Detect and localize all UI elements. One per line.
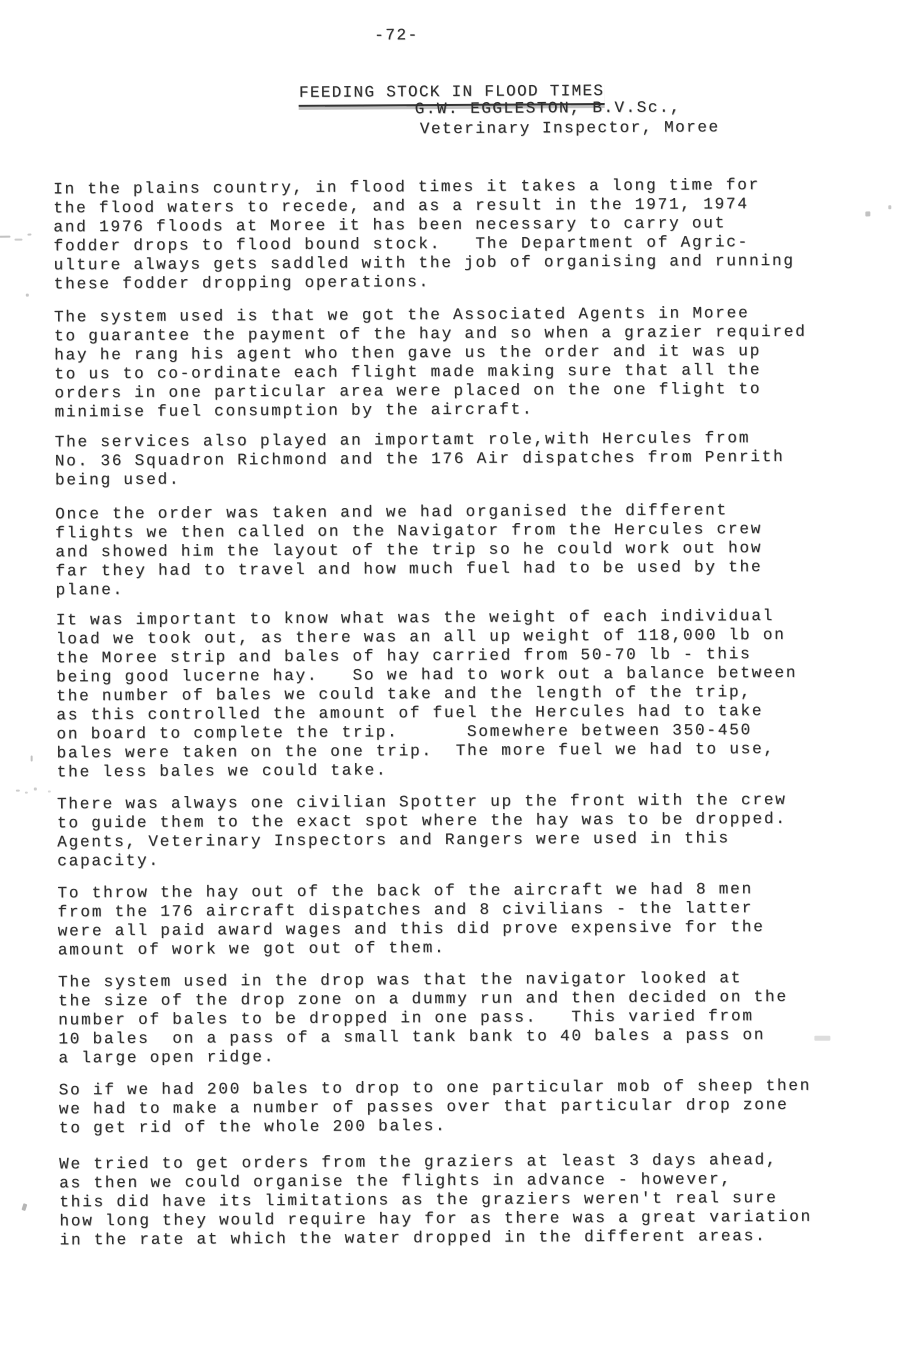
scan-artifact [34,788,37,791]
paragraph: There was always one civilian Spotter up the front with the crew to guide them to the exact spot where the hay was to be dropped. Agents, Veterinary Inspectors and Rangers were used in this capacity. [56,790,787,871]
scan-artifact [0,236,10,238]
scan-artifact [888,205,891,209]
scan-artifact [16,790,20,792]
paragraph: The system used in the drop was that the navigator looked at the size of the drop zone on a dummy run and then decided on the number of bales to be dropped in one pass. This varied from 10 bales on a pass of a small tank bank to 40 bales a pass on a large open ridge. [57,969,788,1068]
scan-artifact [26,294,29,297]
paragraph: It was important to know what was the weight of each individual load we took out, as there was an all up weight of 118,000 lb on the Moree strip and bales of hay carried from 50-70 lb - this being good lucerne hay. So we had to work out a balance between the number of bales we could take and the length of the trip, as this controlled the amount of fuel the Hercules had to take on board to complete the trip. Somewhere between 350-450 bales were taken on the one trip. The more fuel we had to use, the less bales we could take. [55,607,798,782]
scan-artifact [21,1203,27,1211]
paragraph: The services also played an importamt role,with Hercules from No. 36 Squadron Richmond and the 176 Air dispatches from Penrith being used. [54,429,785,490]
scan-artifact [14,239,22,241]
paragraph: To throw the hay out of the back of the aircraft we had 8 men from the 176 aircraft dispatches and 8 civilians - the latter were all paid award wages and this did prove expensive for the amount of work we got out of them. [57,880,765,960]
page-number: -72- [374,26,419,45]
paragraph: The system used is that we got the Associated Agents in Moree to guarantee the payment of the hay and so when a grazier required hay he rang his agent who then gave us the order and it was up to us to co-ordinate each flight made making sure that all the orders in one particular area were placed on the one flight to minimise fuel consumption by the aircraft. [53,304,807,422]
scan-artifact [48,790,51,792]
scan-artifact [27,234,31,236]
paragraph: So if we had 200 bales to drop to one particular mob of sheep then we had to make a number of passes over that particular drop zone to get rid of the whole 200 bales. [58,1076,812,1138]
document-title-text: FEEDING STOCK IN FLOOD TIMES [299,82,604,107]
paragraph: Once the order was taken and we had organised the different flights we then called on the Navigator from the Hercules crew and showed him the layout of the trip so he could work out how far they had to travel and how much fuel had to be used by the plane. [55,501,763,600]
scan-artifact [31,756,33,762]
scan-artifact [865,211,870,216]
paragraph: In the plains country, in flood times it takes a long time for the flood waters to recede, and as a result in the 1971, 1974 and 1976 floods at Moree it has been necessary to carry out fodder drops to flood bound stock. The Department of Agric- ulture always gets saddled with the job of organising and running these fodder dropping operations. [53,176,795,294]
paragraph: We tried to get orders from the graziers at least 3 days ahead, as then we could organise the flights in advance - however, this did have its limitations as the graziers weren't real sure how long they would require hay for as there was a great variation in the rate at which the water dropped in the different areas. [59,1151,813,1250]
scan-artifact [25,792,28,794]
author-title: Veterinary Inspector, Moree [419,118,720,139]
scan-artifact [814,1036,830,1041]
author-name: G.W. EGGLESTON, B.V.Sc., [414,98,682,119]
